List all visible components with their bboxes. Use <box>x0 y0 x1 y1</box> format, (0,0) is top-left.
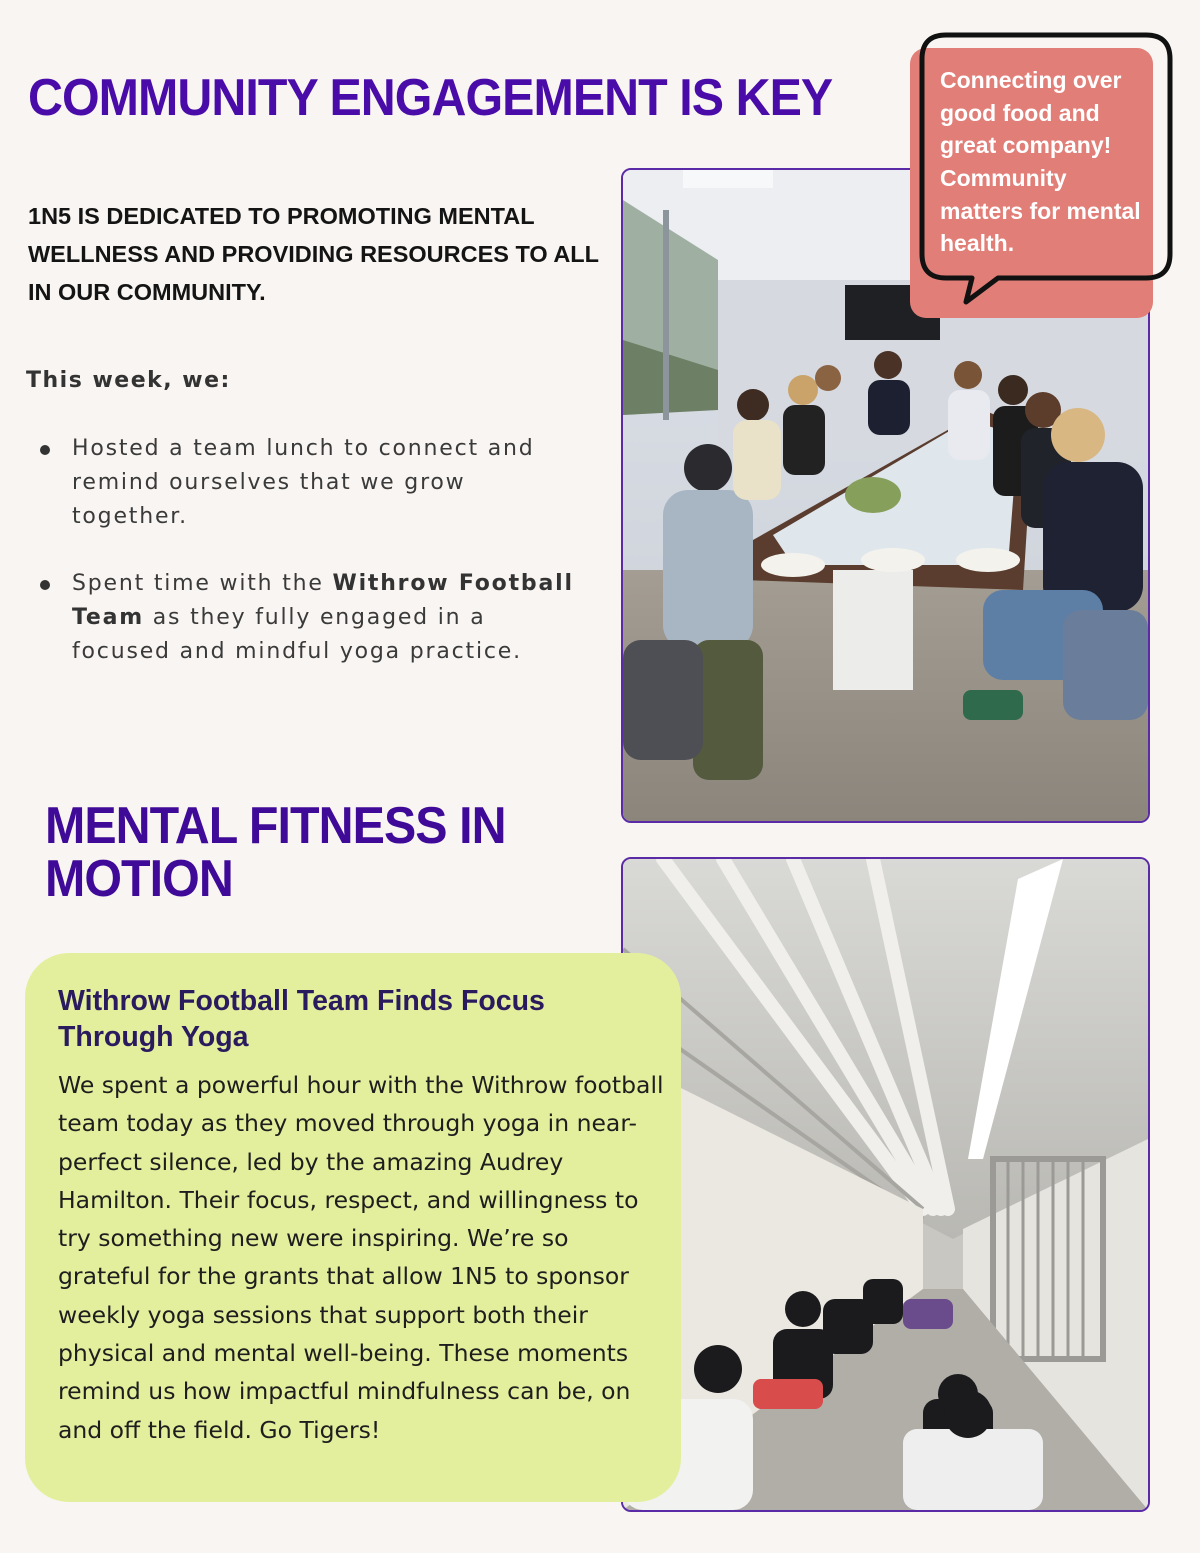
section-title: MENTAL FITNESS IN MOTION <box>45 797 506 909</box>
intro-statement: 1N5 IS DEDICATED TO PROMOTING MENTAL WELLNESS AND PROVIDING RESOURCES TO ALL IN OUR COMMUNITY. <box>28 203 599 306</box>
yoga-hallway-photo <box>621 857 1150 1512</box>
speech-bubble <box>908 32 1173 307</box>
week-label: This week, we: <box>26 368 231 393</box>
list-item-text-post: as they fully engaged in a focused and mindful yoga practice. <box>72 605 522 665</box>
week-list <box>40 432 580 703</box>
list-item <box>40 432 580 534</box>
list-item <box>40 567 580 669</box>
list-item-text: Hosted a team lunch to connect and remind ourselves that we grow together. <box>72 436 535 530</box>
list-item-bold: Withrow Football Team <box>72 571 574 631</box>
card-body: We spent a powerful hour with the Withrow football team today as they moved through yoga in near-perfect silence, led by the amazing Audrey Hamilton. Their focus, respect, and willingness to try something new were inspiring. We’re so grateful for the grants that allow 1N5 to sponsor weekly yoga sessions that support both their physical and mental well-being. These moments remind us how impactful mindfulness can be, on and off the field. Go Tigers! <box>58 1071 664 1444</box>
page-title: COMMUNITY ENGAGEMENT IS KEY <box>28 69 833 127</box>
list-item-text-pre: Spent time with the <box>72 571 333 597</box>
card-title: Withrow Football Team Finds Focus Through Yoga <box>58 985 545 1054</box>
bubble-text: Connecting over good food and great company! Community matters for mental health. <box>940 67 1141 257</box>
